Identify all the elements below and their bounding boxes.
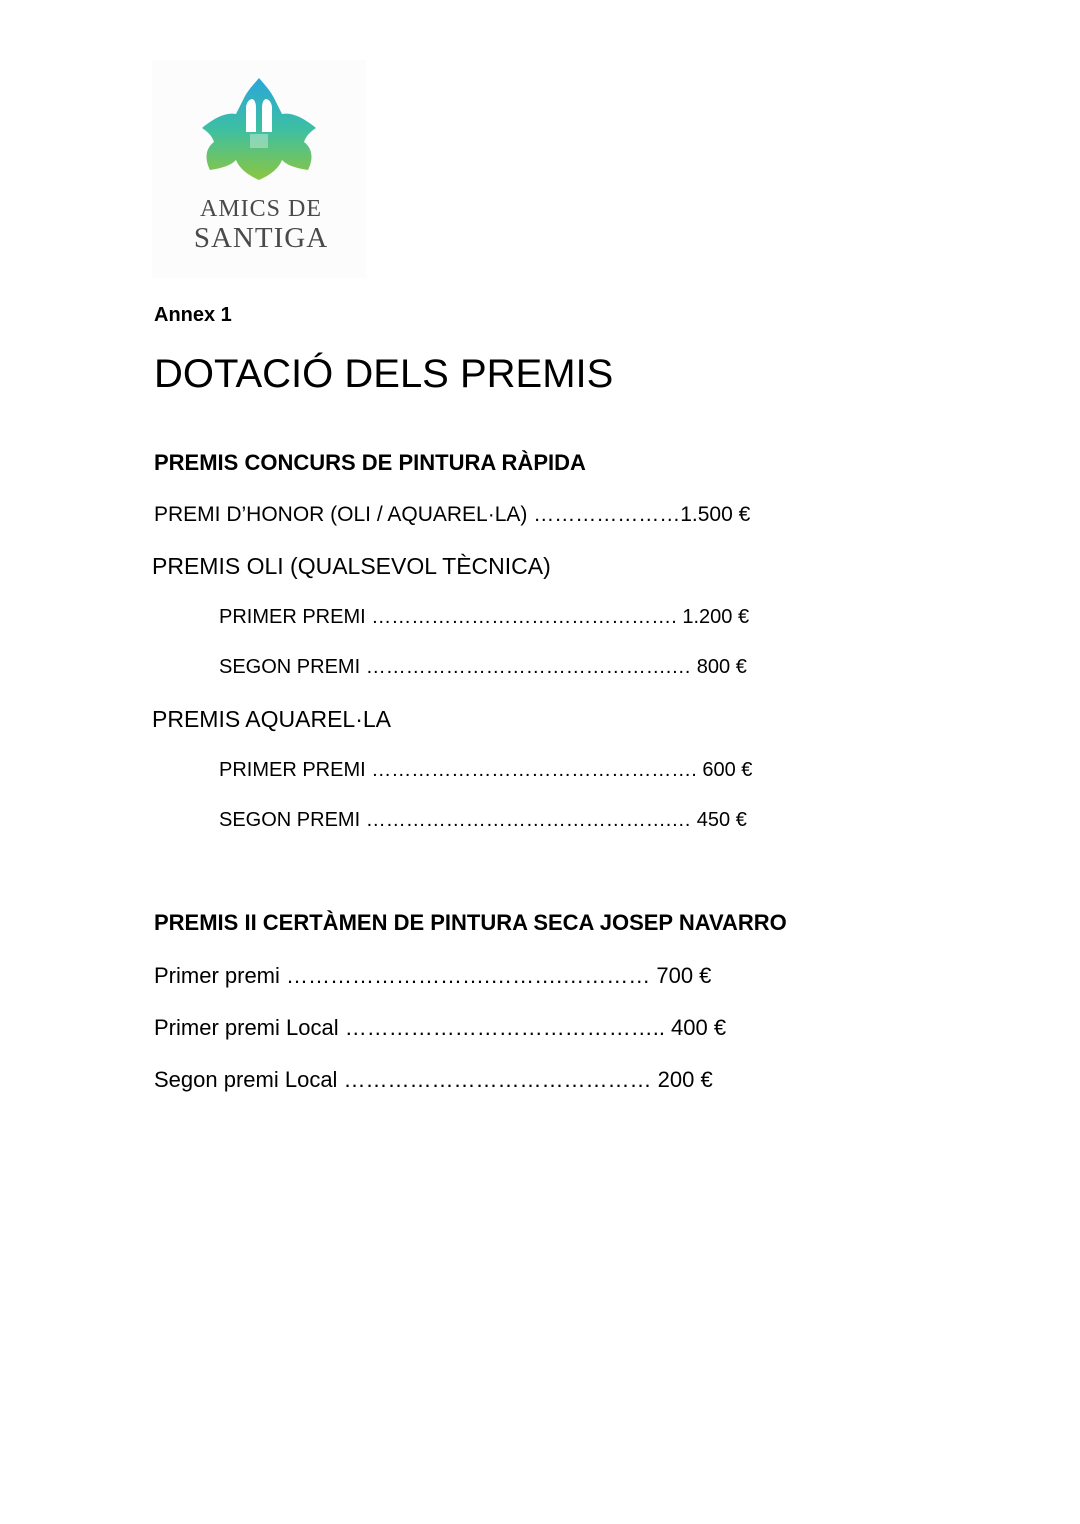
logo [152, 60, 366, 278]
leaf-church-icon [196, 76, 322, 194]
prize-row-aquarela-segon: SEGON PREMI ……………………………………….… 450 € [219, 809, 747, 831]
logo-text-line1: AMICS DE [199, 196, 322, 222]
prize-row-aquarela-primer: PRIMER PREMI …………………………………………. 600 € [219, 759, 753, 781]
prize-row-oli-segon: SEGON PREMI ……………………………………….… 800 € [219, 656, 747, 678]
subsection-heading-oli: PREMIS OLI (QUALSEVOL TÈCNICA) [152, 553, 551, 579]
prize-row-honor: PREMI D’HONOR (OLI / AQUAREL·LA) …………………1.500 € [154, 503, 751, 526]
prize-row-oli-primer: PRIMER PREMI ………………………………………. 1.200 € [219, 606, 750, 628]
section-heading-certamen: PREMIS II CERTÀMEN DE PINTURA SECA JOSEP NAVARRO [154, 910, 787, 935]
logo-text-line2: SANTIGA [193, 222, 329, 254]
section-heading-rapida: PREMIS CONCURS DE PINTURA RÀPIDA [154, 450, 586, 475]
prize-row-certamen-primer-local: Primer premi Local …………………………………….. 400 € [154, 1015, 727, 1040]
prize-row-certamen-segon-local: Segon premi Local …………………………………… 200 € [154, 1067, 713, 1092]
subsection-heading-aquarela: PREMIS AQUAREL·LA [152, 706, 392, 732]
prize-row-certamen-primer: Primer premi ……………………….……….………… 700 € [154, 963, 712, 988]
page-title: DOTACIÓ DELS PREMIS [154, 352, 614, 396]
annex-label: Annex 1 [154, 304, 232, 326]
